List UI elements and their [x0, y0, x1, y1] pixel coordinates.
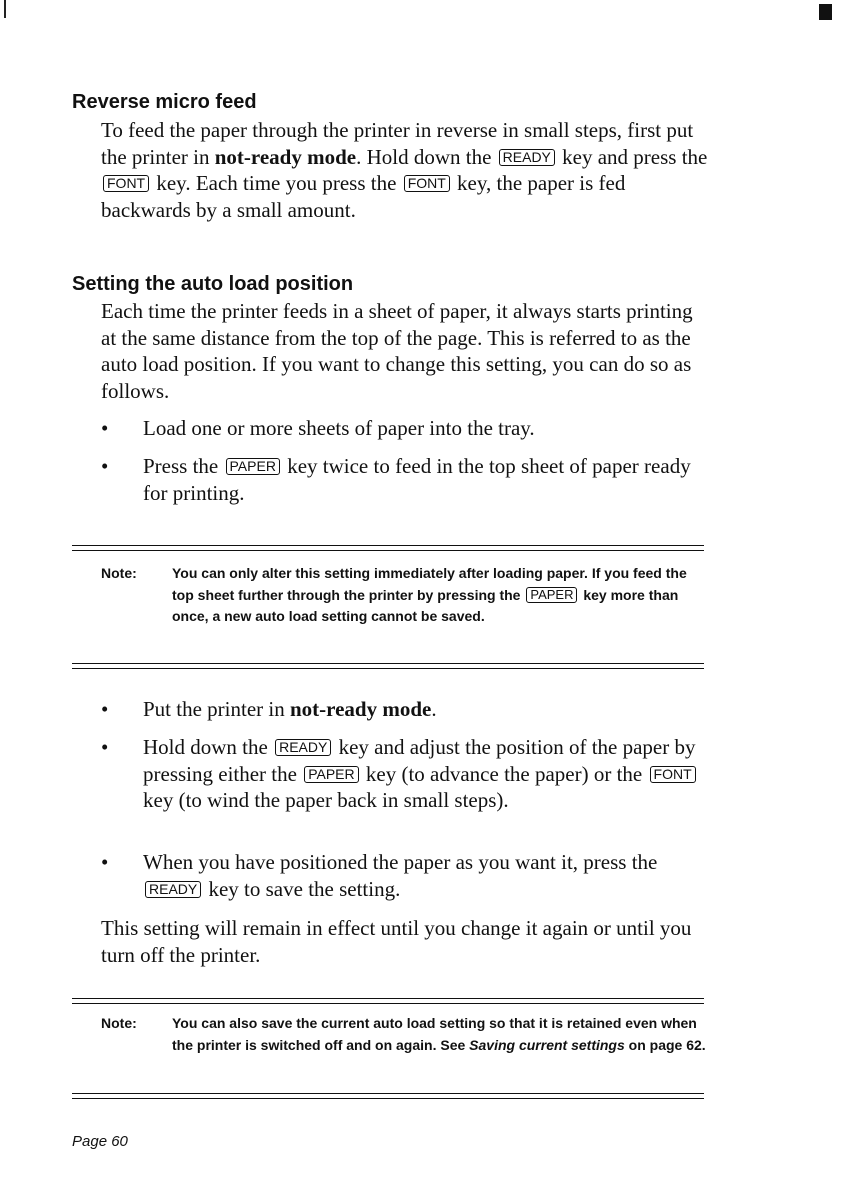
list-item: • When you have positioned the paper as you want it, press the READY key to save the setting. [101, 850, 658, 901]
divider [72, 998, 704, 999]
note-box [101, 1013, 711, 1056]
font-key: FONT [103, 175, 149, 192]
divider [72, 545, 704, 546]
crop-mark-left [4, 0, 6, 18]
paper-key: PAPER [226, 458, 280, 475]
note-text: You can only alter this setting immediately after loading paper. If you feed the top sheet further through the printer by pressing the PAPER key more than once, a new auto load setting cannot be saved. [172, 565, 687, 624]
divider [72, 1003, 704, 1004]
font-key: FONT [650, 766, 696, 783]
page-number: Page 60 [72, 1133, 128, 1150]
paragraph-closing: This setting will remain in effect until you change it again or until you turn off the printer. [101, 916, 692, 967]
ready-key: READY [499, 149, 555, 166]
ready-key: READY [275, 739, 331, 756]
paragraph-reverse-micro-feed: To feed the paper through the printer in reverse in small steps, first put the printer in not-ready mode. Hold down the READY key and press the FONT key. Each time you press the FONT key, the paper is fed backwards by a small amount. [101, 118, 708, 222]
bullet-dot: • [101, 454, 109, 478]
bullet-dot: • [101, 697, 109, 721]
divider [72, 668, 704, 669]
note-label: Note: [101, 565, 137, 581]
divider [72, 1098, 704, 1099]
bullet-dot: • [101, 735, 109, 759]
note-label: Note: [101, 1015, 137, 1031]
heading-reverse-micro-feed: Reverse micro feed [72, 91, 257, 113]
paper-key: PAPER [526, 587, 577, 603]
divider [72, 1093, 704, 1094]
crop-mark-right [819, 4, 832, 20]
note-box [101, 563, 711, 628]
divider [72, 550, 704, 551]
font-key: FONT [404, 175, 450, 192]
ready-key: READY [145, 881, 201, 898]
divider [72, 663, 704, 664]
list-item: • Hold down the READY key and adjust the position of the paper by pressing either the PAPER key (to advance the paper) or the FONT key (to wind the paper back in small steps). [101, 735, 696, 812]
heading-auto-load-position: Setting the auto load position [72, 273, 354, 295]
list-item: • Put the printer in not-ready mode. [101, 697, 437, 721]
paper-key: PAPER [304, 766, 358, 783]
note-text: You can also save the current auto load setting so that it is retained even when the printer is switched off and on again. See Saving current settings on page 62. [172, 1015, 706, 1053]
list-item: • Load one or more sheets of paper into the tray. [101, 416, 535, 440]
bullet-dot: • [101, 416, 109, 440]
paragraph-auto-load-intro: Each time the printer feeds in a sheet of paper, it always starts printing at the same distance from the top of the page. This is referred to as the auto load position. If you want to change this setting, you can do so as follows. [101, 299, 693, 403]
list-item: • Press the PAPER key twice to feed in the top sheet of paper ready for printing. [101, 454, 691, 505]
bullet-dot: • [101, 850, 109, 874]
